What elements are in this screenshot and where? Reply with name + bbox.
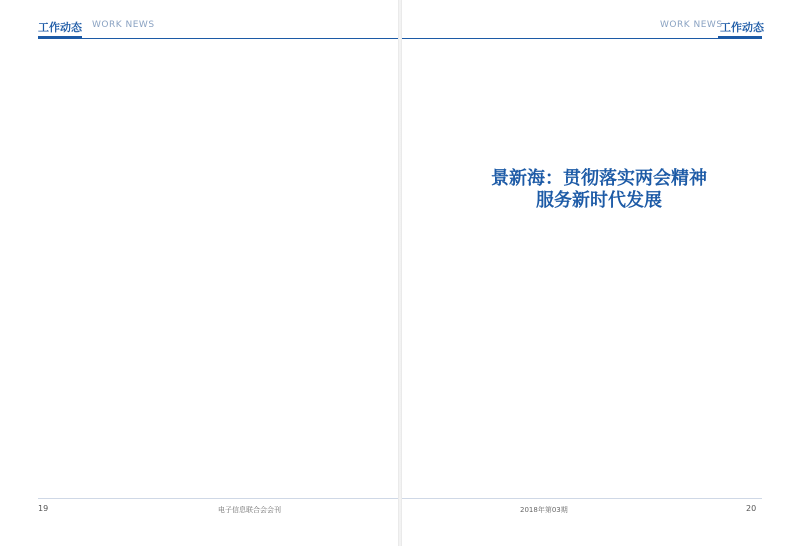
section-title: 工作动态 bbox=[720, 21, 764, 34]
right-top-column-1 bbox=[414, 56, 594, 166]
header-accent-bar bbox=[718, 36, 762, 39]
right-footer bbox=[402, 504, 800, 518]
header-rule bbox=[38, 38, 398, 39]
left-column-1 bbox=[38, 56, 148, 486]
left-header bbox=[0, 16, 398, 38]
headline-line-1: 景新海：贯彻落实两会精神 bbox=[491, 168, 707, 189]
article-column-1 bbox=[414, 250, 592, 495]
section-title: 工作动态 bbox=[38, 21, 82, 34]
headline-line-2: 服务新时代发展 bbox=[536, 190, 662, 211]
left-column-3 bbox=[274, 56, 388, 486]
left-page bbox=[0, 0, 398, 546]
header-rule bbox=[402, 38, 762, 39]
article-column-2 bbox=[602, 250, 772, 495]
article-headline bbox=[410, 168, 788, 212]
publication-name: 电子信息联合会会刊 bbox=[218, 506, 281, 514]
page-number: 20 bbox=[746, 504, 757, 513]
section-en: WORK NEWS bbox=[660, 20, 723, 30]
right-page bbox=[402, 0, 800, 546]
right-top-column-2 bbox=[606, 56, 770, 166]
header-accent-bar bbox=[38, 36, 82, 39]
section-en: WORK NEWS bbox=[92, 20, 155, 30]
left-footer bbox=[0, 504, 398, 518]
right-header bbox=[402, 16, 800, 38]
page-number: 19 bbox=[38, 504, 49, 513]
left-column-2 bbox=[156, 56, 266, 486]
issue-label: 2018年第03期 bbox=[520, 506, 568, 514]
